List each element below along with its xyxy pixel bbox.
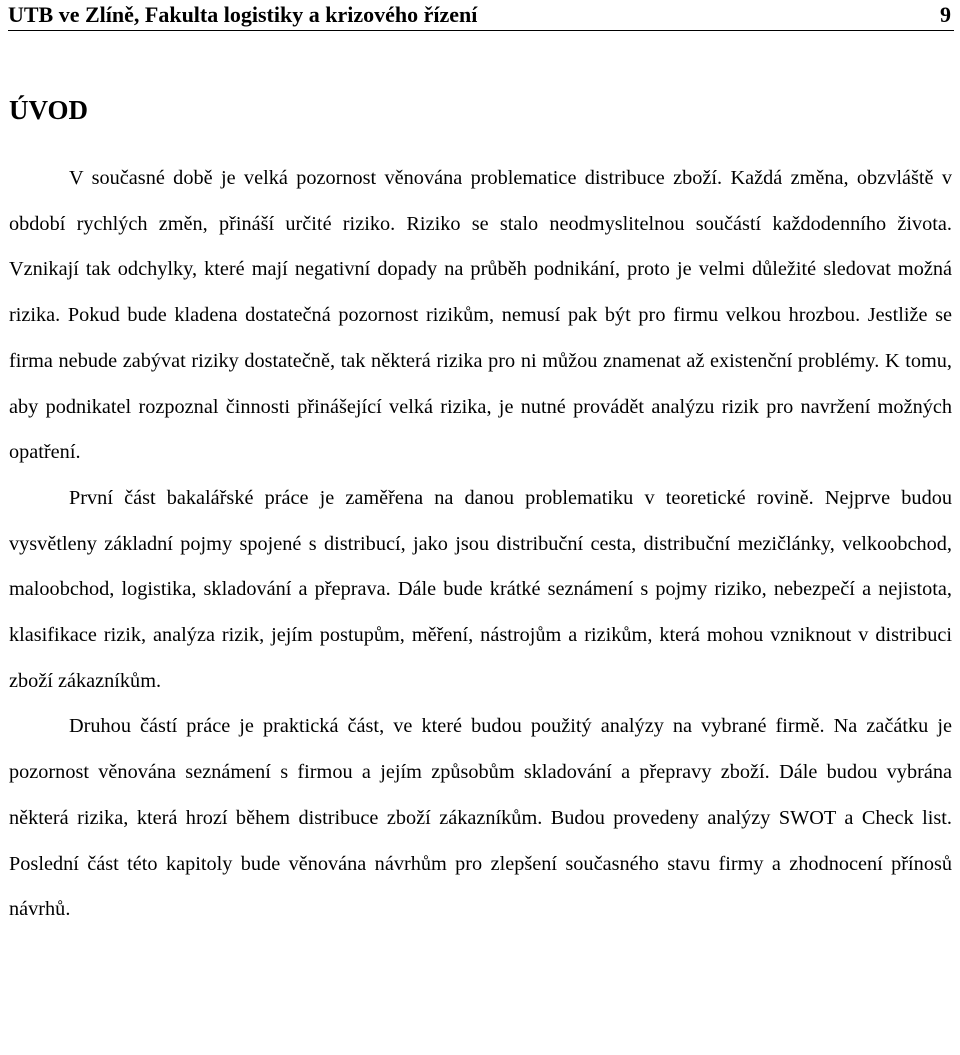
- paragraph-3: Druhou částí práce je praktická část, ve které budou použitý analýzy na vybrané firmě. Na začátku je pozornost věnována seznámení s firmou a jejím způsobům skladování a přepravy zboží. Dále budou vybrána některá rizika, která hrozí během distribuce zboží zákazníkům. Budou provedeny analýzy SWOT a Check list. Poslední část této kapitoly bude věnována návrhům pro zlepšení současného stavu firmy a zhodnocení přínosů návrhů.: [9, 715, 952, 921]
- header-title: UTB ve Zlíně, Fakulta logistiky a krizového řízení: [8, 2, 478, 27]
- paragraph-2: První část bakalářské práce je zaměřena na danou problematiku v teoretické rovině. Nejprve budou vysvětleny základní pojmy spojené s distribucí, jako jsou distribuční cesta, distribuční mezičlánky, velkoobchod, maloobchod, logistika, skladování a přeprava. Dále bude krátké seznámení s pojmy riziko, nebezpečí a nejistota, klasifikace rizik, analýza rizik, jejím postupům, měření, nástrojům a rizikům, která mohou vzniknout v distribuci zboží zákazníkům.: [9, 486, 952, 692]
- paragraph-1: V současné době je velká pozornost věnována problematice distribuce zboží. Každá změna, obzvláště v období rychlých změn, přináší určité riziko. Riziko se stalo neodmyslitelnou součástí každodenního života. Vznikají tak odchylky, které mají negativní dopady na průběh podnikání, proto je velmi důležité sledovat možná rizika. Pokud bude kladena dostatečná pozornost rizikům, nemusí pak být pro firmu velkou hrozbou. Jestliže se firma nebude zabývat riziky dostatečně, tak některá rizika pro ni můžou znamenat až existenční problémy. K tomu, aby podnikatel rozpoznal činnosti přinášející velká rizika, je nutné provádět analýzu rizik pro navržení možných opatření.: [9, 167, 952, 464]
- page-number: 9: [940, 2, 951, 27]
- chapter-title: ÚVOD: [9, 95, 88, 125]
- running-header: [8, 0, 954, 31]
- body-text: [9, 156, 952, 933]
